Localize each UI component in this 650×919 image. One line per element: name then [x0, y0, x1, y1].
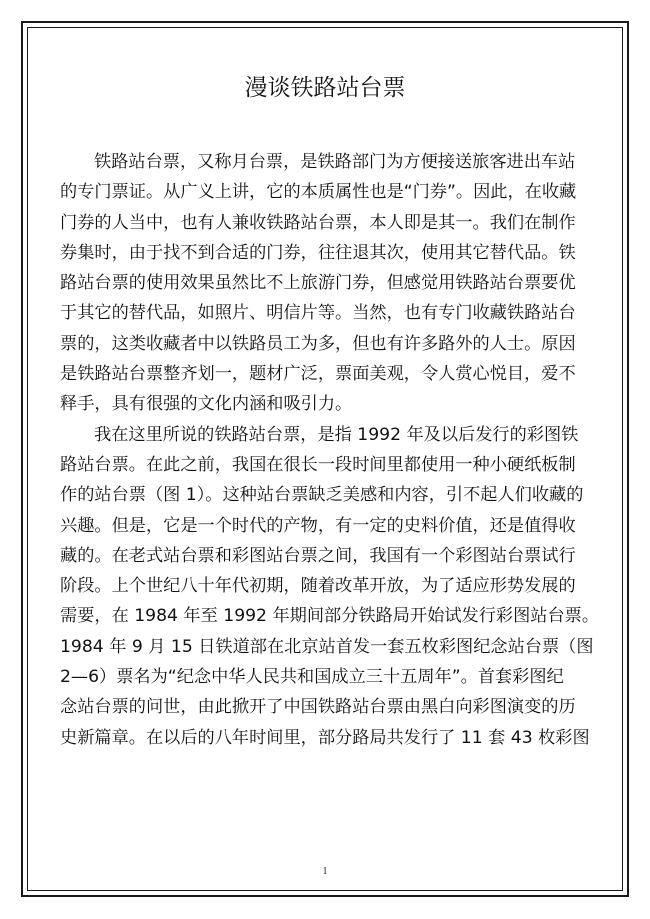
- paragraph-1-line-9: 释手，具有很强的文化内涵和吸引力。: [60, 394, 353, 415]
- paragraph-1-line-7: 票的，这类收藏者中以铁路员工为多，但也有许多路外的人士。原因: [60, 333, 576, 354]
- paragraph-1-line-3: 门券的人当中，也有人兼收铁路站台票，本人即是其一。我们在制作: [60, 212, 576, 233]
- paragraph-2-line-6: 阶段。上个世纪八十年代初期，随着改革开放，为了适应形势发展的: [60, 576, 576, 597]
- paragraph-2-line-11: 史新篇章。在以后的八年时间里，部分路局共发行了 11 套 43 枚彩图: [60, 727, 590, 748]
- paragraph-2-line-9: 2—6）票名为“纪念中华人民共和国成立三十五周年”。首套彩图纪: [60, 667, 564, 688]
- document-title: 漫谈铁路站台票: [244, 75, 406, 101]
- article-body: [60, 147, 600, 753]
- paragraph-1-line-8: 是铁路站台票整齐划一，题材广泛，票面美观，令人赏心悦目，爱不: [60, 364, 576, 385]
- paragraph-2-line-1: 我在这里所说的铁路站台票，是指 1992 年及以后发行的彩图铁: [94, 424, 579, 445]
- paragraph-2-line-10: 念站台票的问世，由此掀开了中国铁路站台票由黑白向彩图演变的历: [60, 697, 576, 718]
- paragraph-2-line-8: 1984 年 9 月 15 日铁道部在北京站首发一套五枚彩图纪念站台票（图: [60, 636, 594, 657]
- paragraph-1-line-6: 于其它的替代品，如照片、明信片等。当然，也有专门收藏铁路站台: [60, 303, 576, 324]
- paragraph-2-line-7: 需要，在 1984 年至 1992 年期间部分铁路局开始试发行彩图站台票。: [60, 606, 600, 627]
- paragraph-1-line-1: 铁路站台票，又称月台票，是铁路部门为方便接送旅客进出车站: [94, 152, 576, 172]
- paragraph-2-line-2: 路站台票。在此之前，我国在很长一段时间里都使用一种小硬纸板制: [60, 454, 576, 475]
- paragraph-2-line-4: 兴趣。但是，它是一个时代的产物，有一定的史料价值，还是值得收: [60, 515, 576, 536]
- paragraph-1-line-4: 券集时，由于找不到合适的门券，往往退其次，使用其它替代品。铁: [60, 242, 576, 263]
- paragraph-2-line-3: 作的站台票（图 1）。这种站台票缺乏美感和内容，引不起人们收藏的: [60, 485, 584, 506]
- paragraph-1-line-2: 的专门票证。从广义上讲，它的本质属性也是“门券”。因此，在收藏: [60, 182, 577, 203]
- page-number: 1: [322, 866, 328, 877]
- paragraph-2-line-5: 藏的。在老式站台票和彩图站台票之间，我国有一个彩图站台票试行: [60, 545, 576, 566]
- paragraph-1-line-5: 路站台票的使用效果虽然比不上旅游门券，但感觉用铁路站台票要优: [60, 273, 576, 294]
